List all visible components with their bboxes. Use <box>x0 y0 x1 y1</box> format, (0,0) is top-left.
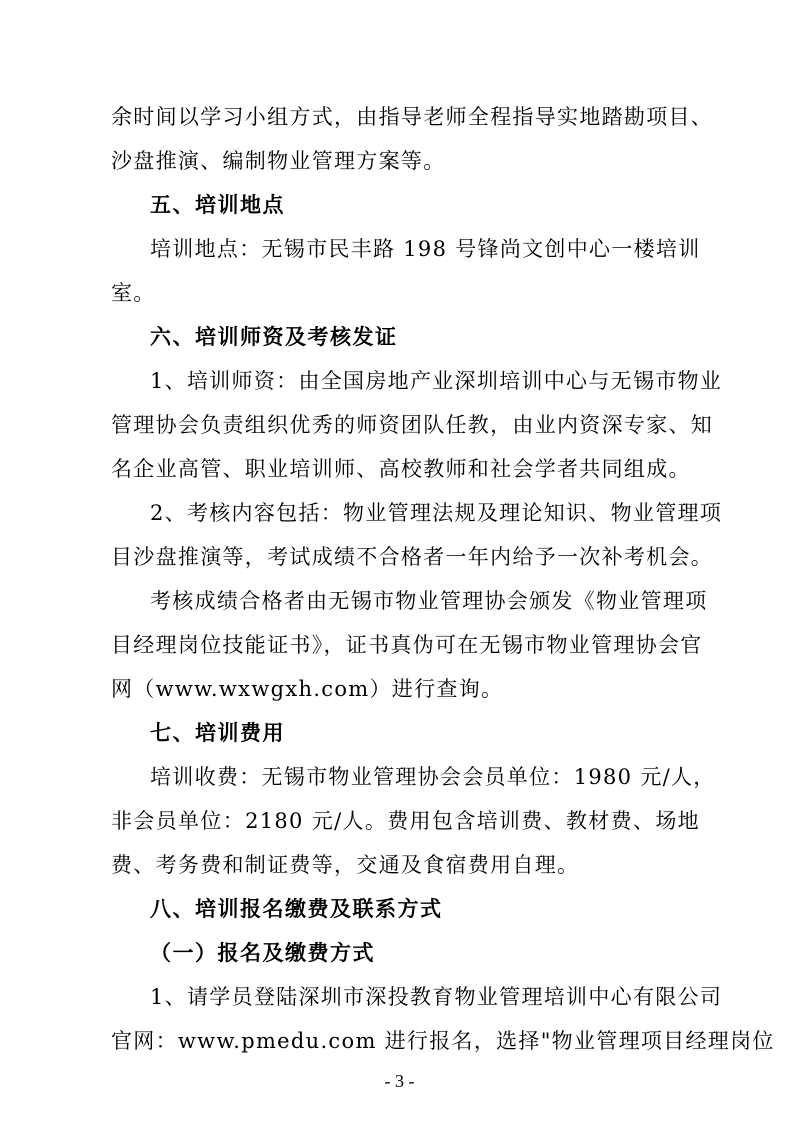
paragraph-line: 管理协会负责组织优秀的师资团队任教，由业内资深专家、知 <box>111 413 714 437</box>
paragraph-line: 2、考核内容包括：物业管理法规及理论知识、物业管理项 <box>150 501 723 525</box>
paragraph-line: 培训地点：无锡市民丰路 198 号锋尚文创中心一楼培训 <box>150 237 701 261</box>
paragraph-line: 考核成绩合格者由无锡市物业管理协会颁发《物业管理项 <box>150 589 708 613</box>
section-heading: 八、培训报名缴费及联系方式 <box>150 897 443 921</box>
paragraph-line: 1、培训师资：由全国房地产业深圳培训中心与无锡市物业 <box>150 369 723 393</box>
paragraph-line: 目沙盘推演等，考试成绩不合格者一年内给予一次补考机会。 <box>111 545 714 569</box>
paragraph-line: 室。 <box>111 281 156 305</box>
paragraph-line: 沙盘推演、编制物业管理方案等。 <box>111 149 446 173</box>
section-heading: 六、培训师资及考核发证 <box>150 325 398 349</box>
paragraph-line: 网（www.wxwgxh.com）进行查询。 <box>111 677 504 701</box>
paragraph-line: 费、考务费和制证费等，交通及食宿费用自理。 <box>111 853 580 877</box>
paragraph-line: 官网：www.pmedu.com 进行报名，选择"物业管理项目经理岗位 <box>111 1029 775 1053</box>
paragraph-line: 目经理岗位技能证书》，证书真伪可在无锡市物业管理协会官 <box>111 633 703 657</box>
paragraph-line: 余时间以学习小组方式，由指导老师全程指导实地踏勘项目、 <box>111 105 714 129</box>
paragraph-line: 1、请学员登陆深圳市深投教育物业管理培训中心有限公司 <box>150 985 723 1009</box>
page-number: - 3 - <box>384 1071 415 1091</box>
paragraph-line: 培训收费：无锡市物业管理协会会员单位：1980 元/人， <box>150 765 716 789</box>
section-heading: 七、培训费用 <box>150 721 285 745</box>
section-heading: 五、培训地点 <box>150 193 285 217</box>
paragraph-line: 名企业高管、职业培训师、高校教师和社会学者共同组成。 <box>111 457 691 481</box>
paragraph-line: 非会员单位：2180 元/人。费用包含培训费、教材费、场地 <box>111 809 700 833</box>
subsection-heading: （一）报名及缴费方式 <box>150 941 375 965</box>
